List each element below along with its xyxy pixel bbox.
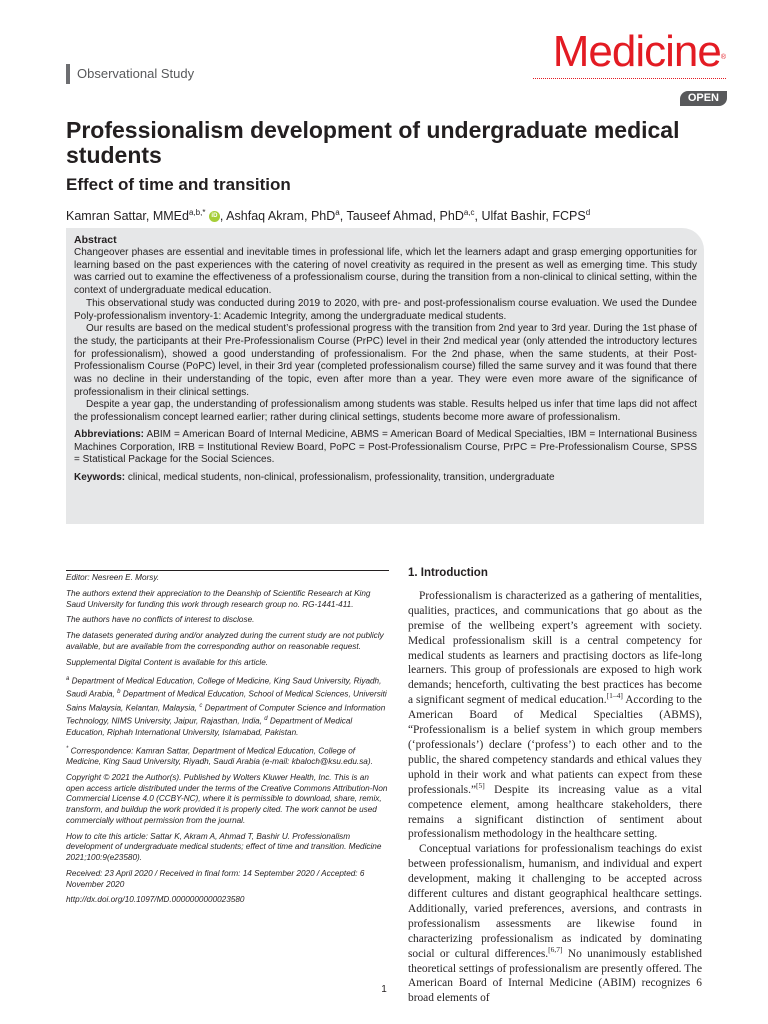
funding-note: The authors extend their appreciation to the Deanship of Scientific Research at King Saud University for funding this work through research group no. RG-1441-411. (66, 588, 371, 609)
author-name: Kamran Sattar, MMEd (66, 209, 189, 224)
affiliation: Department of Medical Education, School of Medical Sciences, Universiti Sains Malaysia, Kelantan, Malaysia, (66, 690, 387, 713)
open-access-badge: OPEN (680, 91, 727, 106)
affiliation-mark: a (66, 675, 70, 682)
footnote-divider (66, 570, 389, 571)
body-text: Professionalism is characterized as a gathering of mentalities, qualities, practices, and communications that go about as the premise of the wellbeing expert’s agreement with society. Medical professionalism skill is a central competency for medical students as learners and practising doctors as life-long learners. This group of professionals are exposed to high work demands; henceforth, cultivating the best practices has become a significant segment of medical education. (408, 589, 702, 707)
body-text: Conceptual variations for professionalism teachings do exist between professionalism, humanism, and individual and expert development, making it challenging to be accepted across different cultures and distant geographical healthcare settings. Additionally, varied preferences, aversions, and contrasts in professionalism assessments are likewise found in characterizing professionalism as indicated by dominating social or cultural differences. (408, 843, 702, 960)
author-affiliation-mark: a,c (463, 208, 475, 217)
dataset-note: The datasets generated during and/or analyzed during the current study are not publicly available, but are available from the corresponding author on reasonable request. (66, 631, 384, 652)
editor-note: Editor: Nesreen E. Morsy. (66, 573, 160, 582)
abbreviations-label: Abbreviations: (74, 428, 145, 440)
body-paragraph (408, 589, 702, 842)
correspondence-mark: * (66, 745, 69, 752)
citation-ref[interactable]: [6,7] (548, 944, 563, 954)
page-number: 1 (381, 984, 387, 995)
citation-note: How to cite this article: Sattar K, Akram A, Ahmad T, Bashir U. Professionalism development of undergraduate medical students; effect of time and transition. Medicine 2021;100:9(e23580). (66, 831, 382, 862)
author-name: , Tauseef Ahmad, PhD (339, 209, 464, 224)
keywords-text: clinical, medical students, non-clinical, professionalism, professionality, transition, undergraduate (127, 471, 555, 483)
abstract-paragraph: This observational study was conducted during 2019 to 2020, with pre- and post-professionalism course evaluation. We used the Dundee Poly-professionalism inventory-1: Academic Integrity, among the undergraduate medical students. (74, 297, 697, 322)
correspondence-text[interactable]: Correspondence: Kamran Sattar, Department of Medical Education, College of Medicine, King Saud University, Riyadh, Saudi Arabia (e-mail: kbaloch@ksu.edu.sa). (66, 746, 373, 766)
body-text: According to the American Board of Medical Specialties (ABMS), “Professionalism is a belief system in which group members (‘professionals’) declare (‘profess’) to each other and to the public, the shared competency standards and ethical values they uphold in their work and what patients can expect from these professionals.” (408, 694, 702, 796)
journal-logo (553, 28, 725, 76)
author-affiliation-mark: a,b,* (188, 208, 206, 217)
conflict-note: The authors have no conflicts of interest to disclose. (66, 615, 255, 625)
affiliations (66, 674, 389, 738)
abbreviations-text: ABIM = American Board of Internal Medicine, ABMS = American Board of Medical Specialties, IBM = International Business Machines Corporation, IRB = Institutional Review Board, PoPC = Post-Professionalism Course, PrPC = Pre-Professionalism Course, SPSS = Statistical Package for the Social Sciences. (74, 428, 697, 466)
received-dates: Received: 23 April 2020 / Received in final form: 14 September 2020 / Accepted: 6 November 2020 (66, 868, 365, 889)
author-name: , Ulfat Bashir, FCPS (474, 209, 586, 224)
affiliation: Department of Computer Science and Information Technology, NIMS University, Jaipur, Rajasthan, India, (66, 703, 386, 726)
citation-ref[interactable]: [1–4] (606, 691, 623, 701)
footnotes-column (66, 570, 389, 911)
registered-mark: ® (720, 54, 725, 61)
keywords (74, 472, 697, 485)
orcid-icon[interactable]: iD (209, 211, 220, 222)
author-name: , Ashfaq Akram, PhD (219, 209, 336, 224)
copyright-note: Copyright © 2021 the Author(s). Published by Wolters Kluwer Health, Inc. This is an open access article distributed under the terms of the Creative Commons Attribution-Non Commercial License 4.0 (CCBY-NC), where it is permissible to download, share, remix, transform, and buildup the work provided it is properly cited. The work cannot be used commercially without permission from the journal. (66, 772, 388, 825)
author-affiliation-mark: a (335, 208, 340, 217)
body-text: No unanimously established theoretical settings of professionalism are presently offered. The American Board of Internal Medicine (ABIM) recognizes 6 broad elements of (408, 947, 702, 1005)
affiliation: Department of Medical Education, Riphah International University, Islamabad, Pakistan. (66, 716, 353, 737)
article-title: Professionalism development of undergraduate medical students (66, 117, 680, 168)
correspondence-note (66, 744, 389, 768)
abstract-paragraph: Changeover phases are essential and inevitable times in professional life, which let the learners adapt and grasp emerging opportunities for learning based on the past experiences with the catering of novel creativity as required in the present as well as emerging time. This study was carried out to examine the effectiveness of a professionalism course, during the transition from a non-clinical to clinical setting, within the context of undergraduate medical education. (74, 247, 697, 297)
abstract-box (66, 228, 704, 524)
citation-ref[interactable]: [5] (476, 780, 485, 790)
body-text: Despite its increasing value as a vital competence element, among healthcare stakeholders, there remains a significant distinction of sentiment about professionalism methodology in the healthcare setting. (408, 783, 702, 841)
affiliation-mark: d (264, 716, 268, 723)
keywords-label: Keywords: (74, 471, 126, 483)
body-paragraph (408, 842, 702, 1006)
article-subtitle: Effect of time and transition (66, 175, 291, 194)
abstract-paragraph: Our results are based on the medical student’s professional progress with the transition from 2nd year to 3rd year. During the 1st phase of the study, the participants at their Pre-Professionalism Course (PrPC) level in their 2nd medical year (only attended the introductory lectures for professionalism), showed a good understanding of professionalism. For the 2nd phase, when the same students, at their Post-Professionalism Course (PoPC) level, in their 3rd year (completed professionalism course) filled the same survey and it was found that there was no decline in their understanding of the topic, even after more than a year. They were even more aware of the significance of professionalism in their clinical settings. (74, 323, 697, 398)
doi-link[interactable]: http://dx.doi.org/10.1097/MD.0000000000023580 (66, 895, 245, 905)
abbreviations (74, 429, 697, 467)
body-column (408, 566, 702, 1006)
author-affiliation-mark: d (585, 208, 591, 217)
section-label: Observational Study (66, 64, 194, 84)
author-list (66, 204, 706, 225)
logo-rule (533, 78, 726, 79)
affiliation: Department of Medical Education, College of Medicine, King Saud University, Riyadh, Saudi Arabia, (66, 676, 382, 700)
journal-name: Medicine (552, 27, 721, 76)
abstract-paragraph: Despite a year gap, the understanding of professionalism among students was stable. Results helped us infer that time laps did not affect the professionalism concept learned earlier; rather during clinical settings, students become more aware of professionalism. (74, 399, 697, 424)
affiliation-mark: c (199, 702, 203, 709)
affiliation-mark: b (117, 689, 121, 696)
supplemental-note: Supplemental Digital Content is available for this article. (66, 657, 269, 667)
abstract-heading: Abstract (74, 234, 117, 246)
section-heading: 1. Introduction (408, 567, 488, 579)
